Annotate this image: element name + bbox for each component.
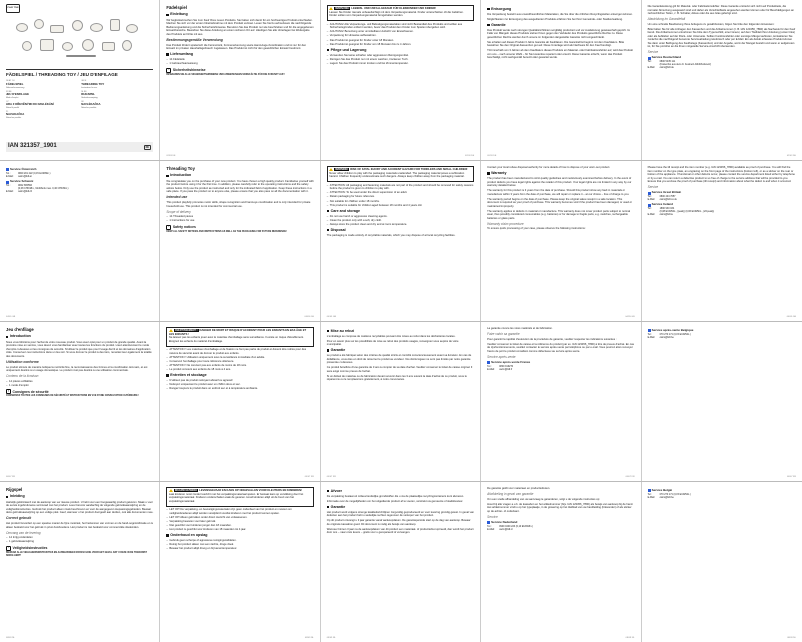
bullet-square-icon	[166, 374, 168, 376]
intro-text: We congratulate you on the purchase of your new product. You have chosen a high quality product. Familiarise yourself with the product before using it for the first time. In addition, please carefully refer to the operating instructions and the safety advice below. Only use the product as instructed and only for the indicated field of application. Keep these instructions in a safe place. If you pass the product on to anyone else, please ensure that you also pass on all the documentation with it.	[166, 179, 314, 194]
list-item: – Clean the product only with a soft, dry cloth.	[327, 219, 474, 223]
service-contact: Tel.: 0842 665566 (0,08 CHF/Min., Mobilfunk max. 0,40 CHF/Min.) E-Mail: owim@lidl.ch	[6, 184, 153, 193]
section-heading: Introduction	[6, 334, 153, 339]
section-heading: Service	[487, 514, 498, 519]
warning-title: LEVENSGEVAAR EN KANS OP ONGEVALLEN VOOR KLEUTERS EN KINDEREN!	[199, 489, 302, 493]
list-item: – Das Produkt ist geeignet für Kinder unter 18 Monaten.	[327, 39, 474, 43]
section-heading: Onderhoud en opslag	[166, 533, 313, 538]
warning-triangle-icon	[329, 168, 333, 171]
section-heading: Utilisation conforme	[6, 359, 39, 364]
scope-list	[6, 536, 153, 544]
section-heading: Service	[647, 50, 659, 55]
service-country: Service Great Britain	[648, 191, 796, 195]
service-country: Service Österreich	[6, 168, 153, 172]
de-page-intro	[160, 0, 320, 160]
safety-heading: ! Consignes de sécurité	[8, 388, 49, 394]
page-folio: 06/07 FR	[6, 476, 15, 479]
warning-list	[166, 508, 313, 531]
list-item: – ACHTUNG! Benutzung unter unmittelbarer Aufsicht von Erwachsenen.	[327, 30, 474, 34]
page-folio: 08/09 NL	[304, 637, 314, 640]
language-entry: DE AT CH FÄDELSPIEL Gebrauchsanweisung	[6, 80, 25, 89]
nl-page-intro	[0, 482, 160, 642]
warranty-text: The product has been manufactured to strict quality guidelines and meticulously examined before delivery. In the event of product defects you have legal rights against the retailer of this product. Your legal rights are not limited in any way by our warranty detailed below.	[487, 177, 632, 188]
warning-title: DANGER DE MORT ET RISQUE D'ACCIDENT POUR LES ENFANTS EN BAS ÂGE ET LES ENFANTS !	[168, 329, 307, 336]
service-email[interactable]: owim@lidl.be	[659, 336, 674, 340]
page-folio: 06/07 FR	[326, 476, 336, 479]
list-item: – N'utilisez pas de produit nettoyant abrasif ou agressif.	[166, 379, 313, 383]
warranty-text: Ce produit bénéficie d'une garantie de 3 ans à compter de sa date d'achat. Veuillez conserver le ticket de caisse original. Il sera exigé comme preuve de l'achat.	[326, 366, 473, 373]
bead-shape	[50, 25, 64, 33]
warning-text: Laat kinderen nooit zonder toezicht met het verpakkingsmateriaal spelen. Er bestaat kans op verstikking door het verpakkingsmateriaal. Kinderen onderschatten vaak de gevaren. Houd kinderen altijd uit de buurt van het verpakkingsmateriaal.	[168, 492, 304, 503]
bullet-square-icon	[327, 490, 329, 492]
section-heading: Lieferumfang	[166, 52, 313, 57]
warning-list	[327, 23, 474, 46]
section-heading: Entsorgung	[487, 7, 634, 12]
list-item: – Retain packaging for future reference.	[327, 195, 474, 199]
de-page-service-cont	[0, 161, 160, 321]
warning-list	[327, 184, 474, 207]
bullet-square-icon	[327, 349, 329, 351]
service-email[interactable]: owim@lidl.be	[659, 496, 674, 500]
bullet-square-icon	[327, 229, 329, 231]
ian-language-tag: DE	[145, 145, 149, 149]
warranty-text: The warranty period begins on the date of purchase. Please keep the original sales receipt in a safe location. This document is required as your proof of purchase. This warranty becomes void if the product has been damaged, or used or maintained improperly.	[487, 197, 633, 208]
service-block	[648, 56, 796, 69]
list-item: – 14 pièces enfilables	[6, 380, 153, 384]
scope-list	[166, 215, 313, 223]
safety-heading: ! Veiligheidsinstructies	[8, 545, 48, 551]
service-phone: 0820 201 222 (0,15 EUR/Min.)	[18, 171, 51, 175]
list-item: – Das Produkt ist geeignet für Kinder von 18 Monaten bis zu 4 Jahren.	[327, 43, 474, 47]
page-title: Rijgspel	[6, 487, 23, 492]
service-block	[487, 361, 634, 371]
use-text: Le produit stimule de manière ludique la motricité fine, la reconnaissance des formes et la coordination œil-main, et est uniquement destiné à un usage domestique. Le produit n'est pas destiné à une utilisation commerciale.	[6, 365, 148, 373]
list-item: – 14 Inrijg onderdelen	[6, 536, 153, 540]
list-item: – Not suitable for children under 18 months.	[327, 200, 474, 204]
service-email[interactable]: owim@lidl.at	[18, 175, 32, 179]
fr-page-warranty	[321, 322, 481, 481]
intro-text: Nous vous félicitons pour l'achat de votre nouveau produit. Vous avez opté pour un produit de grande qualité. Avant la première mise en service, vous devez vous familiariser avec toutes les fonctions du produit. Lisez attentivement le mode d'emploi ci-dessous et les consignes de sécurité. N'utilisez le produit que pour l'usage décrit et les domaines d'application cités. Conservez ces instructions dans un lieu sûr. Si vous donnez le produit à des tiers, remettez-leur également la totalité des documents.	[6, 340, 152, 358]
service-phone: 070 270 171 (0,15 EUR/Min.)	[659, 332, 691, 336]
language-entry: SK NAVLÉKAČKA Návod na použitie	[81, 100, 101, 109]
language-list	[6, 80, 153, 119]
list-item: – Rangez toujours le produit dans un endroit sec et à température ambiante.	[166, 387, 313, 391]
gb-page-safety	[321, 161, 481, 321]
section-heading: Garantie	[327, 348, 474, 353]
bullet-square-icon	[166, 175, 168, 177]
list-item: – ACHTUNG! Alle Verpackungs- und Befestigungsmaterialien sind nicht Bestandteil des Produkts und sollten aus Sicherheitsgründen entfernt werden, bevor das Produkt dem Kinder zum Spielen übergeben wird.	[327, 23, 474, 30]
warranty-text: The warranty applies to defects in material or manufacture. This warranty does not cover product parts subject to normal wear, thus possibly considered consumables (e.g. batteries) or for damage to fragile parts, e.g. switches, rechargeable batteries or glass parts.	[487, 209, 631, 220]
service-phone: 0800 404 7657	[659, 195, 676, 199]
intro-text: Hartelijk gefeliciteerd met de aankoop van uw nieuwe product. U hebt voor een hoogwaardig product gekozen. Maak u voor de eerste ingebruikname vertrouwd met het product. Lees hiervoor aandachtig de volgende gebruiksaanwijzing en de veiligheidsinstructies. Gebruik het product alleen zoals beschreven en voor de aangegeven toepassingsgebieden. Bewaar deze gebruiksaanwijzing op een veilige plek. Geef, wanneer u het product doorgeeft aan derden, ook alle documenten mee.	[6, 500, 154, 515]
bullet-square-icon	[327, 506, 329, 508]
nl-page-safety	[160, 482, 320, 642]
section-heading: Service après-vente	[487, 354, 516, 359]
warranty-text: Sie erhalten auf dieses Produkt 3 Jahre Garantie ab Kaufdatum. Die Garantiefrist beginnt mit dem Kaufdatum. Bitte bewahren Sie den Original-Kassenbon gut auf. Diese Unterlage wird als Nachweis für den Kauf benötigt.	[487, 40, 625, 48]
page-title: Fädelspiel	[166, 5, 187, 10]
disposal-text: L'emballage se compose de matières recyclables pouvant être mises au rebut dans les déchetteries locales.	[326, 334, 456, 338]
page-folio: 08/09 NL	[326, 637, 336, 640]
service-phone: 0800 919270	[499, 364, 514, 368]
page-folio: 04/05 GB	[326, 316, 337, 319]
row-gb	[0, 161, 802, 322]
bullet-square-icon	[487, 8, 489, 10]
page-title: Jeu d'enfilage	[6, 327, 34, 332]
fr-page-service	[642, 322, 802, 481]
bullet-square-icon	[166, 53, 168, 55]
page-folio: 04/05 GB	[304, 316, 314, 319]
bullet-square-icon	[166, 534, 168, 536]
safety-warning-icon: !	[8, 388, 9, 393]
list-item: – Niet geschikt voor kinderen jonger dan 18 maanden.	[166, 524, 313, 528]
disposal-text: Informatie over de mogelijkheden om het uitgediende product af te voeren, verstrekt uw gemeente of stadsbestuur.	[326, 499, 464, 503]
list-item: – Verwenden Sie keine scharfen oder aggressiven Reinigungsmittel.	[327, 54, 474, 58]
section-heading: Afvoer	[327, 489, 474, 494]
row-de	[0, 0, 802, 161]
de-page-warranty	[481, 0, 641, 160]
fr-page-claim	[481, 322, 641, 481]
bead-shape	[82, 39, 94, 51]
disposal-text: Pour en savoir plus sur les possibilités de mise au rebut des produits usagés, renseignez-vous auprès de votre municipalité.	[326, 339, 459, 347]
warning-badge: WARNUNG!	[335, 7, 350, 11]
section-heading: Introduction	[166, 173, 313, 178]
section-heading: Disposal	[327, 228, 474, 233]
list-item: – Always store the product clean and dry and at room temperature.	[327, 223, 474, 227]
warning-triangle-icon	[169, 489, 173, 492]
page-folio: 02/03 DE	[166, 155, 176, 158]
list-item: – 1 Gebrauchsanweisung	[166, 62, 313, 66]
bullet-square-icon	[6, 336, 8, 338]
list-item: – ATTENTION ! Utilisation uniquement sous la surveillance immédiate d'un adulte.	[166, 356, 313, 360]
use-text: Das Produkt fördert spielerisch die Feinmotorik, Formenerkennung sowie Hand-Auge-Koordination und ist nur für den Einsatz im privaten Haushaltsgebrauch zugelassen. Das Produkt ist nicht für den gewerblichen Einsatz bestimmt.	[166, 43, 307, 51]
warning-triangle-icon	[329, 7, 333, 10]
service-contact: Tel.: 070 270 171 (0,15 EUR/Min.) E-Mail: owim@lidl.be	[648, 493, 796, 499]
brand-logo: PLAY TIVE	[6, 4, 20, 13]
warning-badge: WARNING!	[335, 168, 349, 172]
service-email[interactable]: owim@lidl.fr	[499, 367, 513, 371]
warranty-text: The warranty for this product is 3 years from the date of purchase. Should this product show any fault in materials or manufacture within 3 years from the date of purchase, we will repair or replace it – at our choice – free of charge to you.	[487, 189, 630, 196]
warning-box	[166, 327, 313, 347]
claim-text: Bitte halten Sie für alle Anfragen den Kassenbon und die Artikelnummer (z. B. IAN 123456_7890) als Nachweis für den Kauf bereit. Die Artikelnummer entnehmen Sie bitte dem Typenschild, einer Gravur, auf dem Titelblatt Ihrer Anleitung (unten links) oder als Aufkleber auf der Rück- oder Unterseite. Sollten Funktionsfehler oder sonstige Mängel auftreten, kontaktieren Sie zunächst die nachfolgend benannte Serviceabteilung telefonisch oder per E-Mail. Ein als defekt erfasstes Produkt können Sie dann unter Beifügung des Kaufbelegs (Kassenbon) und der Angabe, worin der Mangel besteht und wann er aufgetreten ist, für Sie portofrei an die Ihnen mitgeteilte Service-Anschrift übersenden.	[647, 27, 796, 49]
claim-text: Um eine schnelle Bearbeitung Ihres Anliegens zu gewährleisten, folgen Sie bitte den folgenden Hinweisen:	[647, 22, 775, 26]
disposal-text: Die Verpackung besteht aus umweltfreundlichen Materialien, die Sie über die örtlichen Recyclingstellen entsorgen können.	[487, 12, 633, 16]
page-folio: 04/05 GB	[6, 316, 16, 319]
nl-page-warranty	[321, 482, 481, 642]
service-country: Service België	[648, 489, 796, 493]
section-heading: Service	[647, 185, 659, 189]
language-entry: NL BE RIJGSPEL Gebruiksaanwijzing	[81, 90, 98, 99]
service-block	[6, 180, 153, 193]
section-heading: Afwikkeling in geval van garantie	[487, 492, 534, 496]
warranty-text: Le produit a été fabriqué selon des critères de qualité stricts et contrôlé consciencieusement avant sa livraison. En cas de défaillance, vous êtes en droit de retourner le produit au vendeur. Vos droits légaux ne sont pas limités par notre garantie présentée ci-dessous.	[326, 354, 472, 365]
page-folio: 08/09 NL	[787, 637, 796, 640]
page-folio: 06/07 FR	[786, 476, 796, 479]
ian-number: IAN 321357_1901	[8, 143, 57, 150]
list-item: – This product is suitable for children aged between 18 months and 4 years old.	[327, 204, 474, 208]
list-item: – 1 gebruiksaanwijzing	[6, 540, 153, 544]
list-item: – Nettoyez uniquement le produit avec un chiffon doux et sec.	[166, 383, 313, 387]
claim-text: To ensure quick processing of your case, please observe the following instructions:	[487, 227, 586, 231]
service-contact: Tel.: 0900 0400 223 (0,10 EUR/Min.) E-Mail: owim@lidl.nl	[487, 525, 634, 531]
section-heading: Warranty claim procedure	[487, 221, 524, 226]
page-folio: 08/09 NL	[6, 637, 15, 640]
care-list	[327, 54, 474, 66]
claim-text: Please have the till receipt and the item number (e.g. IAN 123456_7890) available as proof of purchase. You will find the item number on the type plate, an engraving on the front page of the instructions (bottom left), or as a sticker on the rear or bottom of the appliance. If functional or other defects occur, please contact the service department listed either by telephone or by e-mail. You can return a defective product to us free of charge to the service address that will be provided to you. Ensure that you enclose the proof of purchase (till receipt) and information about what the defect is and when it occurred.	[647, 166, 795, 183]
section-heading: Omvang van de levering	[6, 530, 41, 535]
service-phone: 1890 930 034	[659, 207, 675, 211]
warning-triangle-icon	[169, 329, 173, 332]
list-item: – ATTENTION ! Ne convient pas aux enfants de moins de 18 mois.	[166, 364, 313, 368]
claim-text: Houd bij alle vragen a.u.b. de kassabon en het artikelnummer (bijv. IAN 123456_7890) als bewijs van aankoop bij de hand. Het artikelnummer vindt u op het typeplaatje, in de gravering op het titelblad van uw handleiding (linksonder) of als sticker op de achter- of onderkant.	[487, 502, 634, 513]
list-item: – 1 Instructions for use	[166, 219, 313, 223]
warranty-text: Wanneer binnen 3 jaar na de aankoopdatum van dit product een materiaal- of productiefout optreedt, dan wordt het product door ons – naar onze keuze – gratis voor u gerepareerd of vervangen.	[326, 527, 474, 535]
language-entry: FR BE JEU D'ENFILAGE Mode d'emploi	[6, 90, 30, 99]
bullet-square-icon	[487, 172, 489, 174]
section-heading: Garantie	[487, 23, 634, 28]
bead-shape	[16, 23, 28, 32]
section-heading: Warranty	[487, 171, 634, 176]
warning-badge: AVERTISSEMENT !	[174, 329, 198, 333]
claim-text: Veuillez conserver le ticket de caisse et la référence du produit (par ex. IAN 123456_7890) à titre de preuve d'achat. En cas de dysfonctionnements, veuillez contacter le service après-vente par téléphone ou par e-mail. Vous pourrez alors renvoyer franco de port le produit considéré comme défectueux au service après-vente.	[487, 342, 634, 353]
list-item: – Verpackung für Hinweise aufbewahren.	[327, 34, 474, 38]
use-text: Het product bevordert op een speelse manier de fijne motoriek, het herkennen van vormen en de hand-oogcoördinatie en is alleen bedoeld voor het gebruik in privé-huishoudens. Het product is niet bedoeld voor commerciële doeleinden.	[6, 522, 154, 529]
service-country: Service Schweiz	[6, 180, 153, 184]
service-phone: 0900 0400 223 (0,10 EUR/Min.)	[499, 524, 533, 528]
service-contact: Tel.: 0820 201 222 (0,15 EUR/Min.) E-Mail: owim@lidl.at	[6, 172, 153, 178]
cover-panel	[0, 0, 160, 160]
list-item: – Le produit convient aux enfants de 18 mois à 4 ans.	[166, 368, 313, 372]
list-item: – Reinigen Sie das Produkt nur mit einem weichen, trockenen Tuch.	[327, 58, 474, 62]
bead-shape	[72, 20, 83, 31]
bead-shape	[122, 40, 132, 51]
warranty-text: La garantie couvre les vices matériels et de fabrication.	[487, 327, 553, 330]
list-item: – ATTENTION: To be used under the direct supervision of an adult.	[327, 191, 474, 195]
list-item: – Lagern Sie das Produkt immer trocken und bei Zimmertemperatur.	[327, 62, 474, 66]
warranty-text: Het product werd volgens strenge kwaliteitsrichtlijnen zorgvuldig geproduceerd en voor levering grondig getest. In geval van defecten aan het product hebt u wettelijke rechten tegenover de verkoper van het product.	[326, 510, 474, 518]
service-contact: Tel.: 0800 5435 111 (Kostenfrei aus dem dt. Festnetz-/Mobilfunknetz) E-Mail: owim@lidl.de	[648, 60, 796, 69]
section-heading: Scope of delivery	[166, 209, 191, 214]
warranty-text: De garantie geldt voor materiaal- en productiefouten.	[487, 487, 551, 490]
safety-warning-icon: !	[168, 67, 170, 72]
disposal-text: De verpakking bestaat uit milieuvriendelijke grondstoffen die u via de plaatselijke recyclingcontainers kunt afvoeren.	[326, 494, 465, 498]
list-item: – Gebruik geen scherpe of agressieve reinigingsmiddelen.	[166, 539, 313, 543]
service-block	[487, 521, 634, 531]
bullet-square-icon	[166, 14, 168, 16]
product-illustration	[6, 17, 153, 65]
safety-warning-icon: !	[8, 545, 9, 550]
page-title: Threading Toy	[166, 166, 195, 171]
warning-box	[327, 166, 474, 182]
safety-caps-text: BEWAAR ALLE VEILIGHEIDSINSTRUCTIES EN AANWIJZINGEN ZORGVULDIG VOOR HET GEVAL DAT U DEZE IN DE TOEKOMST NODIG HEBT!	[6, 551, 147, 557]
section-heading: Care and storage	[327, 209, 474, 214]
care-list	[166, 379, 313, 391]
cover-title: FÄDELSPIEL / THREADING TOY / JEU D'ENFILAGE	[6, 69, 153, 77]
warranty-text: Die Garantieleistung gilt für Material- oder Fabrikationsfehler. Diese Garantie erstreckt sich nicht auf Produktteile, die normaler Abnutzung ausgesetzt sind und daher als Verschleißteile angesehen werden können oder für Beschädigungen an zerbrechlichen Teilen, z. B. Schalter, Akkus oder die aus Glas gefertigt sind.	[647, 5, 794, 15]
language-entry: PL NAVLIKAČKA Návod na použitie	[6, 110, 25, 119]
care-list	[166, 539, 313, 551]
warning-list	[166, 348, 313, 371]
bead-shape	[90, 23, 103, 32]
ian-number-bar	[6, 142, 153, 152]
service-contact: Tel.: 070 270 171 (0,15 EUR/Min.) E-Mail: owim@lidl.be	[648, 333, 796, 339]
page-folio: 06/07 FR	[304, 476, 314, 479]
bead-shape	[110, 19, 120, 31]
list-item: – Het product is geschikt voor kinderen van 18 maanden tot 4 jaar.	[166, 528, 313, 532]
service-country: Service après-vente France	[487, 361, 634, 365]
warning-title: RISK OF FATAL INJURY AND ACCIDENT HAZARD FOR TODDLERS AND SMALL CHILDREN!	[350, 168, 468, 172]
use-text: This product playfully promotes motor skills, shape recognition and hand-eye coordination and is only intended for private household use. This product is not intended for commercial use.	[166, 201, 311, 208]
page-folio: 02/03 DE	[786, 155, 796, 158]
page-folio: 04/05 GB	[786, 316, 796, 319]
service-block	[648, 329, 796, 339]
disposal-text: The packaging is made entirely of recyclable materials, which you may dispose of at local recycling facilities.	[326, 234, 456, 238]
section-heading: Abwicklung im Garantiefall	[647, 17, 686, 21]
nl-page-claim	[481, 482, 641, 642]
section-heading: Inleiding	[6, 494, 153, 499]
service-block	[648, 203, 796, 216]
list-item: – ATTENTION ! Les matériaux d'emballage et de fixation ne font pas partie du produit et doivent être retirés pour des raisons de sécurité avant de donner le produit aux enfants.	[166, 348, 313, 355]
scope-list	[6, 380, 153, 388]
bead-shape	[40, 39, 54, 51]
bead-shape	[126, 24, 138, 33]
warning-text: Ne laissez pas les enfants jouer avec le matériau d'emballage sans surveillance. Il existe un risque d'étouffement. Eloignez les enfants du matériel d'emballage.	[168, 336, 304, 343]
section-heading: Faire valoir sa garantie	[487, 332, 520, 336]
section-heading: Bestimmungsgemäße Verwendung	[166, 37, 223, 42]
safety-caps-text: KEEP ALL SAFETY NOTICES AND INSTRUCTIONS AS WELL AS THE PACKAGING FOR FUTURE REFERENCE!	[166, 230, 287, 233]
service-block	[648, 191, 796, 201]
nl-page-service	[642, 482, 802, 642]
language-entry: GB IE THREADING TOY Instructions for use	[81, 80, 105, 89]
list-item: – ATTENTION: All packaging and fastening materials are not part of the product and should be removed for safety reasons before the product is given to children to play with.	[327, 184, 474, 191]
warranty-text: Das Produkt wurde nach strengen Qualitätsrichtlinien sorgfältig produziert und vor Auslieferung gewissenhaft geprüft. Im Falle von Mängeln dieses Produkts stehen Ihnen gegen den Verkäufer des Produkts gesetzliche Rechte zu. Diese gesetzlichen Rechte werden durch unsere im Folgenden dargestellte Garantie nicht eingeschränkt.	[487, 28, 631, 39]
bullet-square-icon	[327, 49, 329, 51]
service-phone: 070 270 171 (0,15 EUR/Min.)	[659, 492, 691, 496]
bead-shape	[102, 42, 115, 51]
safety-heading: ! Sicherheitshinweise	[168, 67, 206, 73]
page-folio: 04/05 GB	[625, 316, 635, 319]
list-item: – Conservez l'emballage pour toute référence ultérieure.	[166, 360, 313, 364]
service-email[interactable]: owim@lidl.ch	[18, 190, 33, 194]
claim-text: Pour garantir la rapidité d'exécution de la procédure de garantie, veuillez respecter les indications suivantes :	[487, 337, 617, 341]
warranty-text: Tritt innerhalb von 3 Jahren ab dem Kaufdatum dieses Produkts ein Material- oder Fabrikationsfehler auf, wird das Produkt von uns – nach unserer Wahl – für Sie kostenlos repariert oder ersetzt. Diese Garantie erlischt, wenn das Produkt beschädigt, nicht sachgemäß benutzt oder gewartet wurde.	[487, 49, 633, 60]
de-page-safety	[321, 0, 481, 160]
bead-shape	[34, 19, 44, 29]
service-email[interactable]: owim@lidl.de	[659, 66, 674, 70]
list-item: – 1 mode d'emploi	[6, 384, 153, 388]
de-page-service	[642, 0, 802, 160]
service-country: Service Deutschland	[648, 56, 796, 60]
service-country: Service Ireland	[648, 203, 796, 207]
claim-text: Om een snelle afhandeling van uw aanvraag te garanderen, volgt u de volgende instructies op:	[487, 497, 600, 501]
safety-warning-icon: !	[168, 224, 170, 229]
page-folio: 08/09 NL	[625, 637, 635, 640]
language-entry: CZ HRA Z DŘEVĚNÝMI DO NAVLÉKÁNÍ Návod k použití	[6, 100, 54, 109]
page-folio: 02/03 DE	[465, 155, 475, 158]
gb-page-warranty	[481, 161, 641, 321]
list-item: – Verpakking bewaren voor later gebruik.	[166, 520, 313, 524]
service-email[interactable]: owim@lidl.co.uk	[659, 198, 677, 202]
scope-list	[166, 58, 313, 66]
bead-shape	[22, 41, 32, 51]
section-heading: Mise au rebut	[327, 329, 474, 334]
gb-page-service	[642, 161, 802, 321]
safety-caps-text: CONSERVEZ TOUTES LES CONSIGNES DE SÉCURITÉ ET INSTRUCTIONS EN VUE D'UNE CONSULTATION ULTÉRIEURE !	[6, 395, 140, 398]
row-nl	[0, 482, 802, 642]
section-heading: Einleitung	[166, 12, 313, 17]
intro-text: Wir beglückwünschen Sie zum Kauf Ihres neuen Produkts. Sie haben sich damit für ein hochwertiges Produkt entschieden. Machen Sie sich vor der ersten Inbetriebnahme mit dem Produkt vertraut. Lesen Sie hierzu aufmerksam die nachfolgende Bedienungsanleitung und die Sicherheitshinweise. Benutzen Sie das Produkt nur wie beschrieben und für die angegebenen Einsatzbereiche. Bewahren Sie diese Anleitung an einem sicheren Ort auf. Händigen Sie alle Unterlagen bei Weitergabe des Produkts an Dritte mit aus.	[166, 18, 314, 36]
threading-lace	[66, 55, 96, 57]
list-item: – Do not use harsh or aggressive cleaning agents.	[327, 215, 474, 219]
warranty-text: Si un défaut de matériau ou de fabrication devait survenir dans les 3 ans suivant la date d'achat de ce produit, nous le réparerons ou le remplacerons gratuitement, à notre convenance.	[326, 374, 467, 382]
bullet-square-icon	[6, 496, 8, 498]
page-folio: 02/03 DE	[487, 155, 497, 158]
row-fr	[0, 322, 802, 482]
service-contact: Tel.: 0800 404 7657 E-Mail: owim@lidl.co.uk	[648, 195, 796, 201]
service-country: Service Nederland	[487, 521, 634, 525]
service-country: Service après-vente Belgique	[648, 329, 796, 333]
warranty-text: Op dit product ontvangt u 3 jaar garantie vanaf aankoopdatum. De garantieperiode start op de dag van aankoop. Bewaar de originele kassabon goed. Dit document is nodig als bewijs van aankoop.	[326, 519, 471, 526]
gb-page-intro	[160, 161, 320, 321]
list-item: – LET OP! Alleen gebruiken onder direct toezicht van volwassenen.	[166, 516, 313, 520]
list-item: – 14 Fädelteile	[166, 58, 313, 62]
bullet-square-icon	[327, 210, 329, 212]
bead-shape	[62, 42, 73, 51]
warning-title: LEBENS- UND UNFALLGEFAHR FÜR KLEINKINDER UND KINDER!	[351, 7, 437, 11]
list-item: – 14 Threaded pieces	[166, 215, 313, 219]
section-heading: Correct gebruik	[6, 516, 32, 521]
section-heading: Garantie	[327, 505, 474, 510]
fr-page-intro	[0, 322, 160, 481]
service-contact: Tel.: 0800 919270 E-Mail: owim@lidl.fr	[487, 365, 634, 371]
service-block	[6, 168, 153, 178]
warning-text: Never allow children to play with the packaging materials unattended. The packaging material poses a suffocation hazard. Children frequently underestimate such dangers. Always keep children away from the packaging material.	[329, 171, 465, 179]
service-phone: 0842 665566	[18, 184, 32, 188]
list-item: – Bewaar het product altijd droog en bij kamertemperatuur.	[166, 547, 313, 551]
disposal-text: Contact your local refuse disposal authority for more details of how to dispose of your worn-out product.	[487, 166, 611, 169]
section-heading: Entretien et stockage	[166, 373, 313, 378]
care-list	[327, 215, 474, 227]
section-heading: Intended use	[166, 195, 188, 200]
safety-caps-text: BEWAHREN SIE ALLE SICHERHEITSHINWEISE UND ANWEISUNGEN SORGFÄLTIG FÜR DIE ZUKUNFT AUF!	[166, 73, 285, 76]
section-heading: Contenu de la livraison	[6, 374, 39, 379]
list-item: – Reinig het product alleen met een zachte, droge doek.	[166, 543, 313, 547]
list-item: – LET OP! De verpakking- en bevestigingsmaterialen zijn geen onderdeel van het product en moeten om veiligheidsredenen altijd worden verwijderd voordat kinderen met het product kunnen spelen.	[166, 508, 313, 515]
warning-box	[166, 487, 313, 507]
service-email[interactable]: owim@lidl.nl	[499, 527, 513, 531]
warning-badge: WAARSCHUWING!	[174, 489, 198, 493]
service-email[interactable]: owim@lidl.ie	[659, 213, 674, 217]
bullet-square-icon	[487, 24, 489, 26]
service-block	[648, 489, 796, 499]
fr-page-safety	[160, 322, 320, 481]
service-contact: Tel.: 1890 930 034 (0,08 EUR/Min., (peak)) (0,06 EUR/Min., (off-peak)) E-Mail: owim@lidl.ie	[648, 207, 796, 216]
page-folio: 06/07 FR	[625, 476, 635, 479]
disposal-text: Möglichkeiten zur Entsorgung des ausgedienten Produkts erfahren Sie bei Ihrer Gemeinde- oder Stadtverwaltung.	[487, 17, 623, 21]
section-heading: Pflege und Lagerung	[327, 48, 474, 53]
safety-heading: ! Safety notices	[168, 224, 196, 230]
warning-box	[327, 5, 474, 21]
bullet-square-icon	[327, 330, 329, 332]
service-phone: 0800 5435 111	[659, 60, 676, 64]
warning-text: Lassen Sie Kinder niemals unbeaufsichtigt mit dem Verpackungsmaterial. Kinder unterschätzen oft die Gefahren. Kinder sollten vom Verpackungsmaterial ferngehalten werden.	[329, 10, 464, 18]
